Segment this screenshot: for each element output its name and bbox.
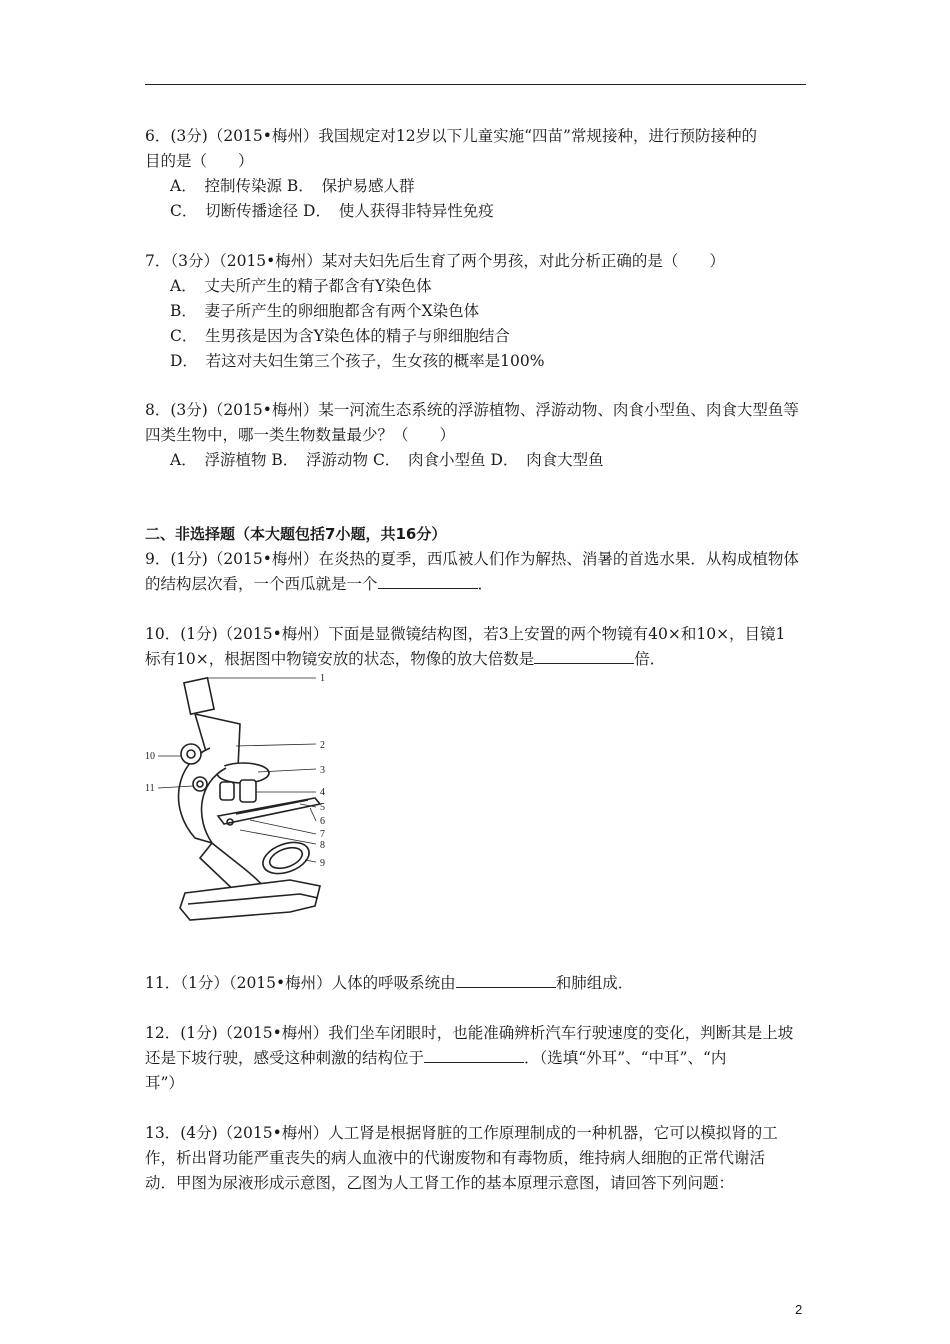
q12-line2 [145, 1046, 810, 1071]
q12-line3: 耳”） [145, 1074, 184, 1092]
q9-line2 [145, 572, 810, 597]
question-12 [145, 1021, 810, 1096]
q11-line1 [145, 971, 810, 996]
figure-label-1: 1 [320, 673, 325, 684]
section-2-heading: 二、非选择题（本大题包括7小题，共16分） [145, 525, 447, 543]
header-rule [145, 84, 806, 85]
q8-line1: 8．(3分)（2015•梅州）某一河流生态系统的浮游植物、浮游动物、肉食小型鱼、肉食大型鱼等 [145, 401, 799, 419]
q8-options: A． 浮游植物 B． 浮游动物 C． 肉食小型鱼 D． 肉食大型鱼 [170, 451, 604, 469]
question-8 [145, 398, 810, 473]
q10-line2-end: 倍． [634, 650, 666, 668]
microscope-figure [140, 668, 340, 926]
page-number: 2 [795, 1302, 803, 1317]
q12-line2-text: 还是下坡行驶，感受这种刺激的结构位于 [145, 1049, 425, 1067]
q8-line2: 四类生物中，哪一类生物数量最少？（ ） [145, 426, 456, 444]
question-11 [145, 971, 810, 996]
figure-label-4: 4 [320, 787, 325, 798]
q7-option-a: A． 丈夫所产生的精子都含有Y染色体 [170, 277, 432, 295]
q12-line2-end: ．（选填“外耳”、“中耳”、“内 [524, 1049, 727, 1067]
q6-line1: 6．(3分)（2015•梅州）我国规定对12岁以下儿童实施“四苗”常规接种，进行预防接种的 [145, 127, 757, 145]
q13-line1: 13．(4分)（2015•梅州）人工肾是根据肾脏的工作原理制成的一种机器，它可以模拟肾的工 [145, 1124, 778, 1142]
figure-label-9: 9 [320, 858, 325, 869]
section-2 [145, 522, 810, 597]
q7-option-b: B． 妻子所产生的卵细胞都含有两个X染色体 [170, 302, 480, 320]
q9-answer-blank[interactable] [378, 573, 478, 589]
q12-answer-blank[interactable] [424, 1047, 524, 1063]
figure-label-3: 3 [320, 765, 325, 776]
q7-option-d: D． 若这对夫妇生第三个孩子，生女孩的概率是100% [170, 352, 545, 370]
q11-end: 和肺组成． [555, 974, 634, 992]
figure-label-10: 10 [145, 751, 155, 762]
q6-options-ab: A． 控制传染源 B． 保护易感人群 [170, 177, 415, 195]
q7-option-c: C． 生男孩是因为含Y染色体的精子与卵细胞结合 [170, 327, 510, 345]
figure-label-6: 6 [320, 816, 325, 827]
q13-line3: 动．甲图为尿液形成示意图，乙图为人工肾工作的基本原理示意图，请回答下列问题： [145, 1174, 735, 1192]
figure-label-11: 11 [145, 783, 155, 794]
question-7 [145, 249, 810, 374]
q6-options-cd: C． 切断传播途径 D． 使人获得非特异性免疫 [170, 202, 494, 220]
q12-line1: 12．(1分)（2015•梅州）我们坐车闭眼时，也能准确辨析汽车行驶速度的变化，判断其是上坡 [145, 1024, 794, 1042]
q13-line2: 作，析出肾功能严重丧失的病人血液中的代谢废物和有毒物质，维持病人细胞的正常代谢活 [145, 1149, 766, 1167]
q6-line2: 目的是（ ） [145, 152, 254, 170]
q11-text: 11．（1分）（2015•梅州）人体的呼吸系统由 [145, 974, 456, 992]
q11-answer-blank[interactable] [456, 972, 556, 988]
question-6 [145, 124, 810, 224]
q10-line2-text: 标有10×，根据图中物镜安放的状态，物像的放大倍数是 [145, 650, 535, 668]
question-13 [145, 1121, 810, 1196]
q10-answer-blank[interactable] [534, 648, 634, 664]
q9-line1: 9．(1分)（2015•梅州）在炎热的夏季，西瓜被人们作为解热、消暑的首选水果．从构成植物体 [145, 550, 799, 568]
q10-line1: 10．(1分)（2015•梅州）下面是显微镜结构图，若3上安置的两个物镜有40×和10×，目镜1 [145, 625, 786, 643]
figure-label-5: 5 [320, 802, 325, 813]
q9-line2-end: ． [477, 575, 494, 593]
figure-label-8: 8 [320, 840, 325, 851]
figure-label-7: 7 [320, 829, 325, 840]
q7-line1: 7．（3分）（2015•梅州）某对夫妇先后生育了两个男孩，对此分析正确的是（ ） [145, 252, 725, 270]
q9-line2-text: 的结构层次看，一个西瓜就是一个 [145, 575, 378, 593]
question-10 [145, 622, 810, 672]
figure-label-2: 2 [320, 740, 325, 751]
